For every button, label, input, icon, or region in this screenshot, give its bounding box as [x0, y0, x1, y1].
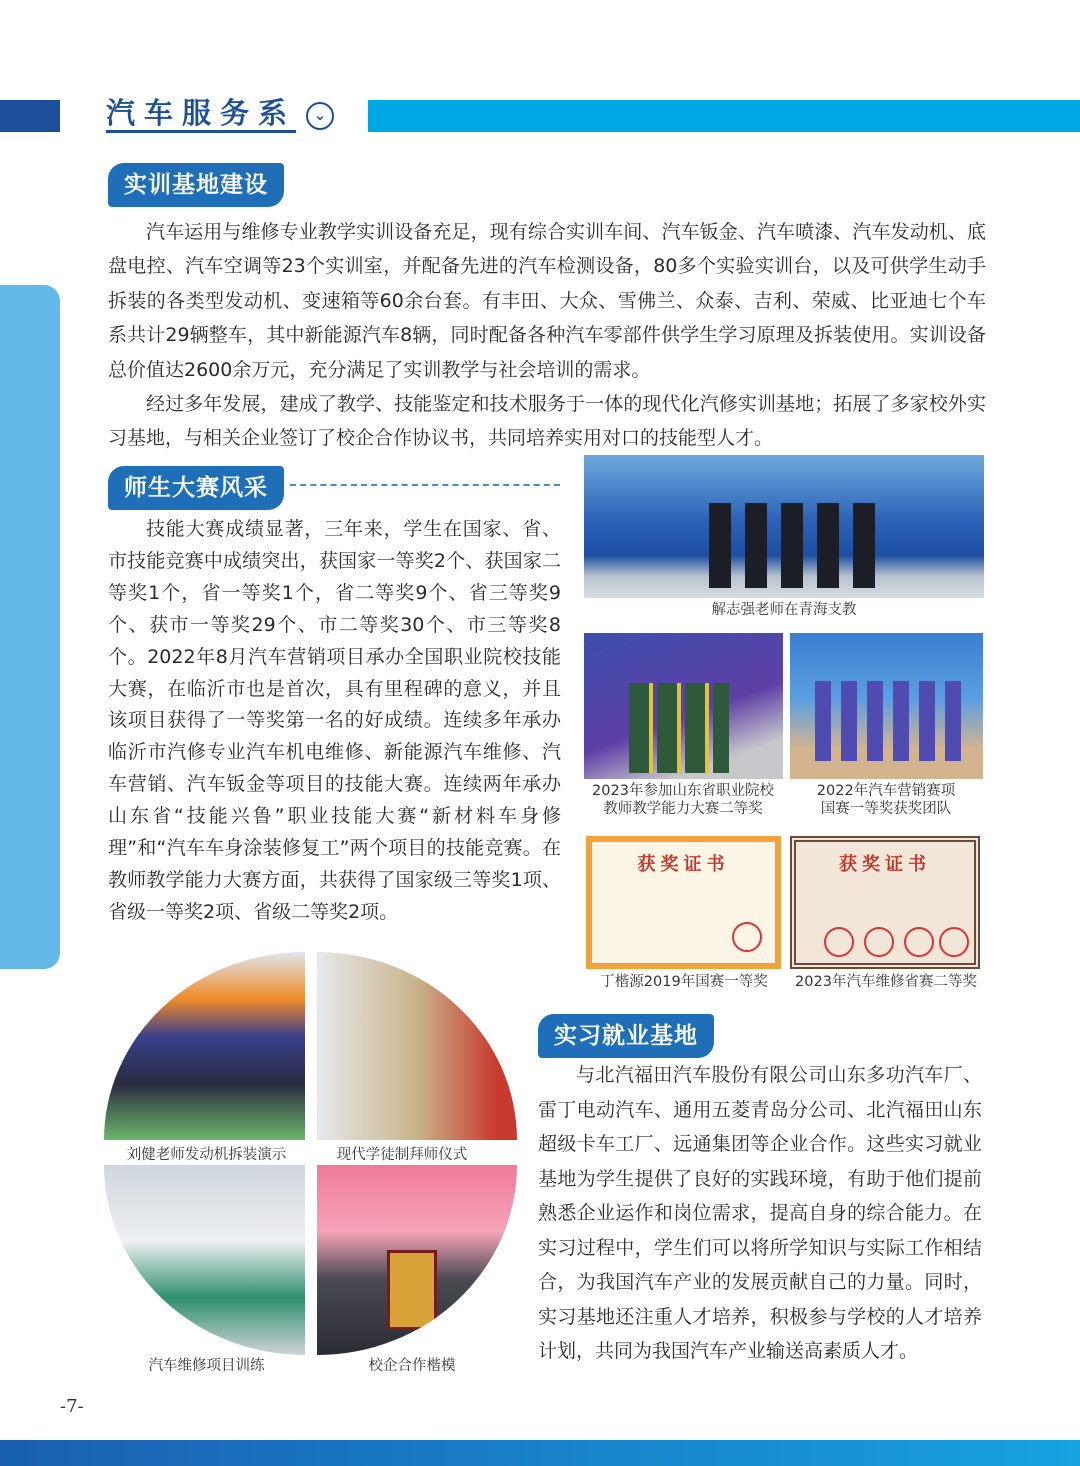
certificate-provincial-second-prize: [790, 836, 980, 969]
photo-caption: 2023年汽车维修省赛二等奖: [795, 974, 977, 990]
photo-caption: 校企合作楷模: [368, 1358, 456, 1374]
photo-qinghai-teaching: [584, 455, 984, 598]
paragraph: 汽车运用与维修专业教学实训设备充足，现有综合实训车间、汽车钣金、汽车喷漆、汽车发动机、底盘电控、汽车空调等23个实训室，并配备先进的汽车检测设备，80多个实验实训台，以及可供学生动手拆装的各类型发动机、变速箱等60余台套。有丰田、大众、雪佛兰、众泰、吉利、荣威、比亚迪七个车系共计29辆整车，其中新能源汽车8辆，同时配备各种汽车零部件供学生学习原理及拆装使用。实训设备总价值达2600余万元，充分满足了实训教学与社会培训的需求。: [108, 221, 986, 381]
page-title: 汽车服务系: [106, 96, 296, 133]
photo-caption: [580, 782, 786, 818]
side-tab-decoration: [0, 285, 60, 969]
header-bar-right: [368, 100, 1080, 132]
section-tag-training-base: 实训基地建设: [108, 163, 284, 207]
certificate-national-first-prize: [586, 836, 781, 969]
certificate-title: 获奖证书: [637, 854, 730, 875]
header-bar-left: [0, 100, 60, 132]
photo-caption: 解志强老师在青海支教: [711, 602, 857, 618]
circle-photo-cooperation-banner: [317, 1165, 517, 1355]
footer-bar: [0, 1440, 1080, 1466]
section-tag-competition: 师生大赛风采: [108, 466, 284, 510]
paragraph: 经过多年发展，建成了教学、技能鉴定和技术服务于一体的现代化汽修实训基地；拓展了多家校外实习基地，与相关企业签订了校企合作协议书，共同培养实用对口的技能型人才。: [108, 393, 986, 450]
photo-marketing-team: [790, 633, 983, 779]
photo-caption: [786, 782, 986, 818]
competition-text: [108, 514, 561, 929]
circle-photo-engine-demo: [104, 952, 305, 1140]
caption-line: 2023年参加山东省职业院校: [592, 783, 774, 799]
caption-line: 教师教学能力大赛二等奖: [603, 801, 763, 817]
caption-line: 国赛一等奖获奖团队: [820, 801, 952, 817]
circle-photo-apprentice-ceremony: [317, 952, 517, 1140]
certificate-title: 获奖证书: [839, 854, 931, 875]
page-number: -7-: [60, 1396, 84, 1417]
caption-line: 2022年汽车营销赛项: [816, 783, 956, 799]
section-tag-internship: 实习就业基地: [538, 1014, 714, 1058]
dashed-divider: [290, 484, 560, 486]
photo-caption: 汽车维修项目训练: [148, 1358, 265, 1374]
paragraph: 技能大赛成绩显著，三年来，学生在国家、省、市技能竞赛中成绩突出，获国家一等奖2个、获国家二等奖1个，省一等奖1个，省二等奖9个、省三等奖9个、获市一等奖29个、市二等奖30个、市三等奖8个。2022年8月汽车营销项目承办全国职业院校技能大赛，在临沂市也是首次，具有里程碑的意义，并且该项目获得了一等奖第一名的好成绩。连续多年承办临沂市汽修专业汽车机电维修、新能源汽车维修、汽车营销、汽车钣金等项目的技能大赛。连续两年承办山东省“技能兴鲁”职业技能大赛“新材料车身修理”和“汽车车身涂装修复工”两个项目的技能竞赛。在教师教学能力大赛方面，共获得了国家级三等奖1项、省级一等奖2项、省级二等奖2项。: [108, 518, 561, 923]
chevron-down-icon: ⌄: [306, 102, 334, 130]
paragraph: 与北汽福田汽车股份有限公司山东多功汽车厂、雷丁电动汽车、通用五菱青岛分公司、北汽福田山东超级卡车工厂、远通集团等企业合作。这些实习就业基地为学生提供了良好的实践环境，有助于他们提前熟悉企业运作和岗位需求，提高自身的综合能力。在实习过程中，学生们可以将所学知识与实际工作相结合，为我国汽车产业的发展贡献自己的力量。同时，实习基地还注重人才培养，积极参与学校的人才培养计划，共同为我国汽车产业输送高素质人才。: [538, 1064, 982, 1362]
photo-teaching-competition: [584, 633, 783, 779]
photo-caption: 现代学徒制拜师仪式: [336, 1147, 468, 1163]
photo-caption: 刘健老师发动机拆装演示: [126, 1147, 287, 1163]
internship-text: [538, 1058, 982, 1369]
training-base-text: [108, 215, 986, 456]
photo-caption: 丁楷源2019年国赛一等奖: [600, 974, 768, 990]
circle-photo-repair-training: [104, 1165, 305, 1355]
